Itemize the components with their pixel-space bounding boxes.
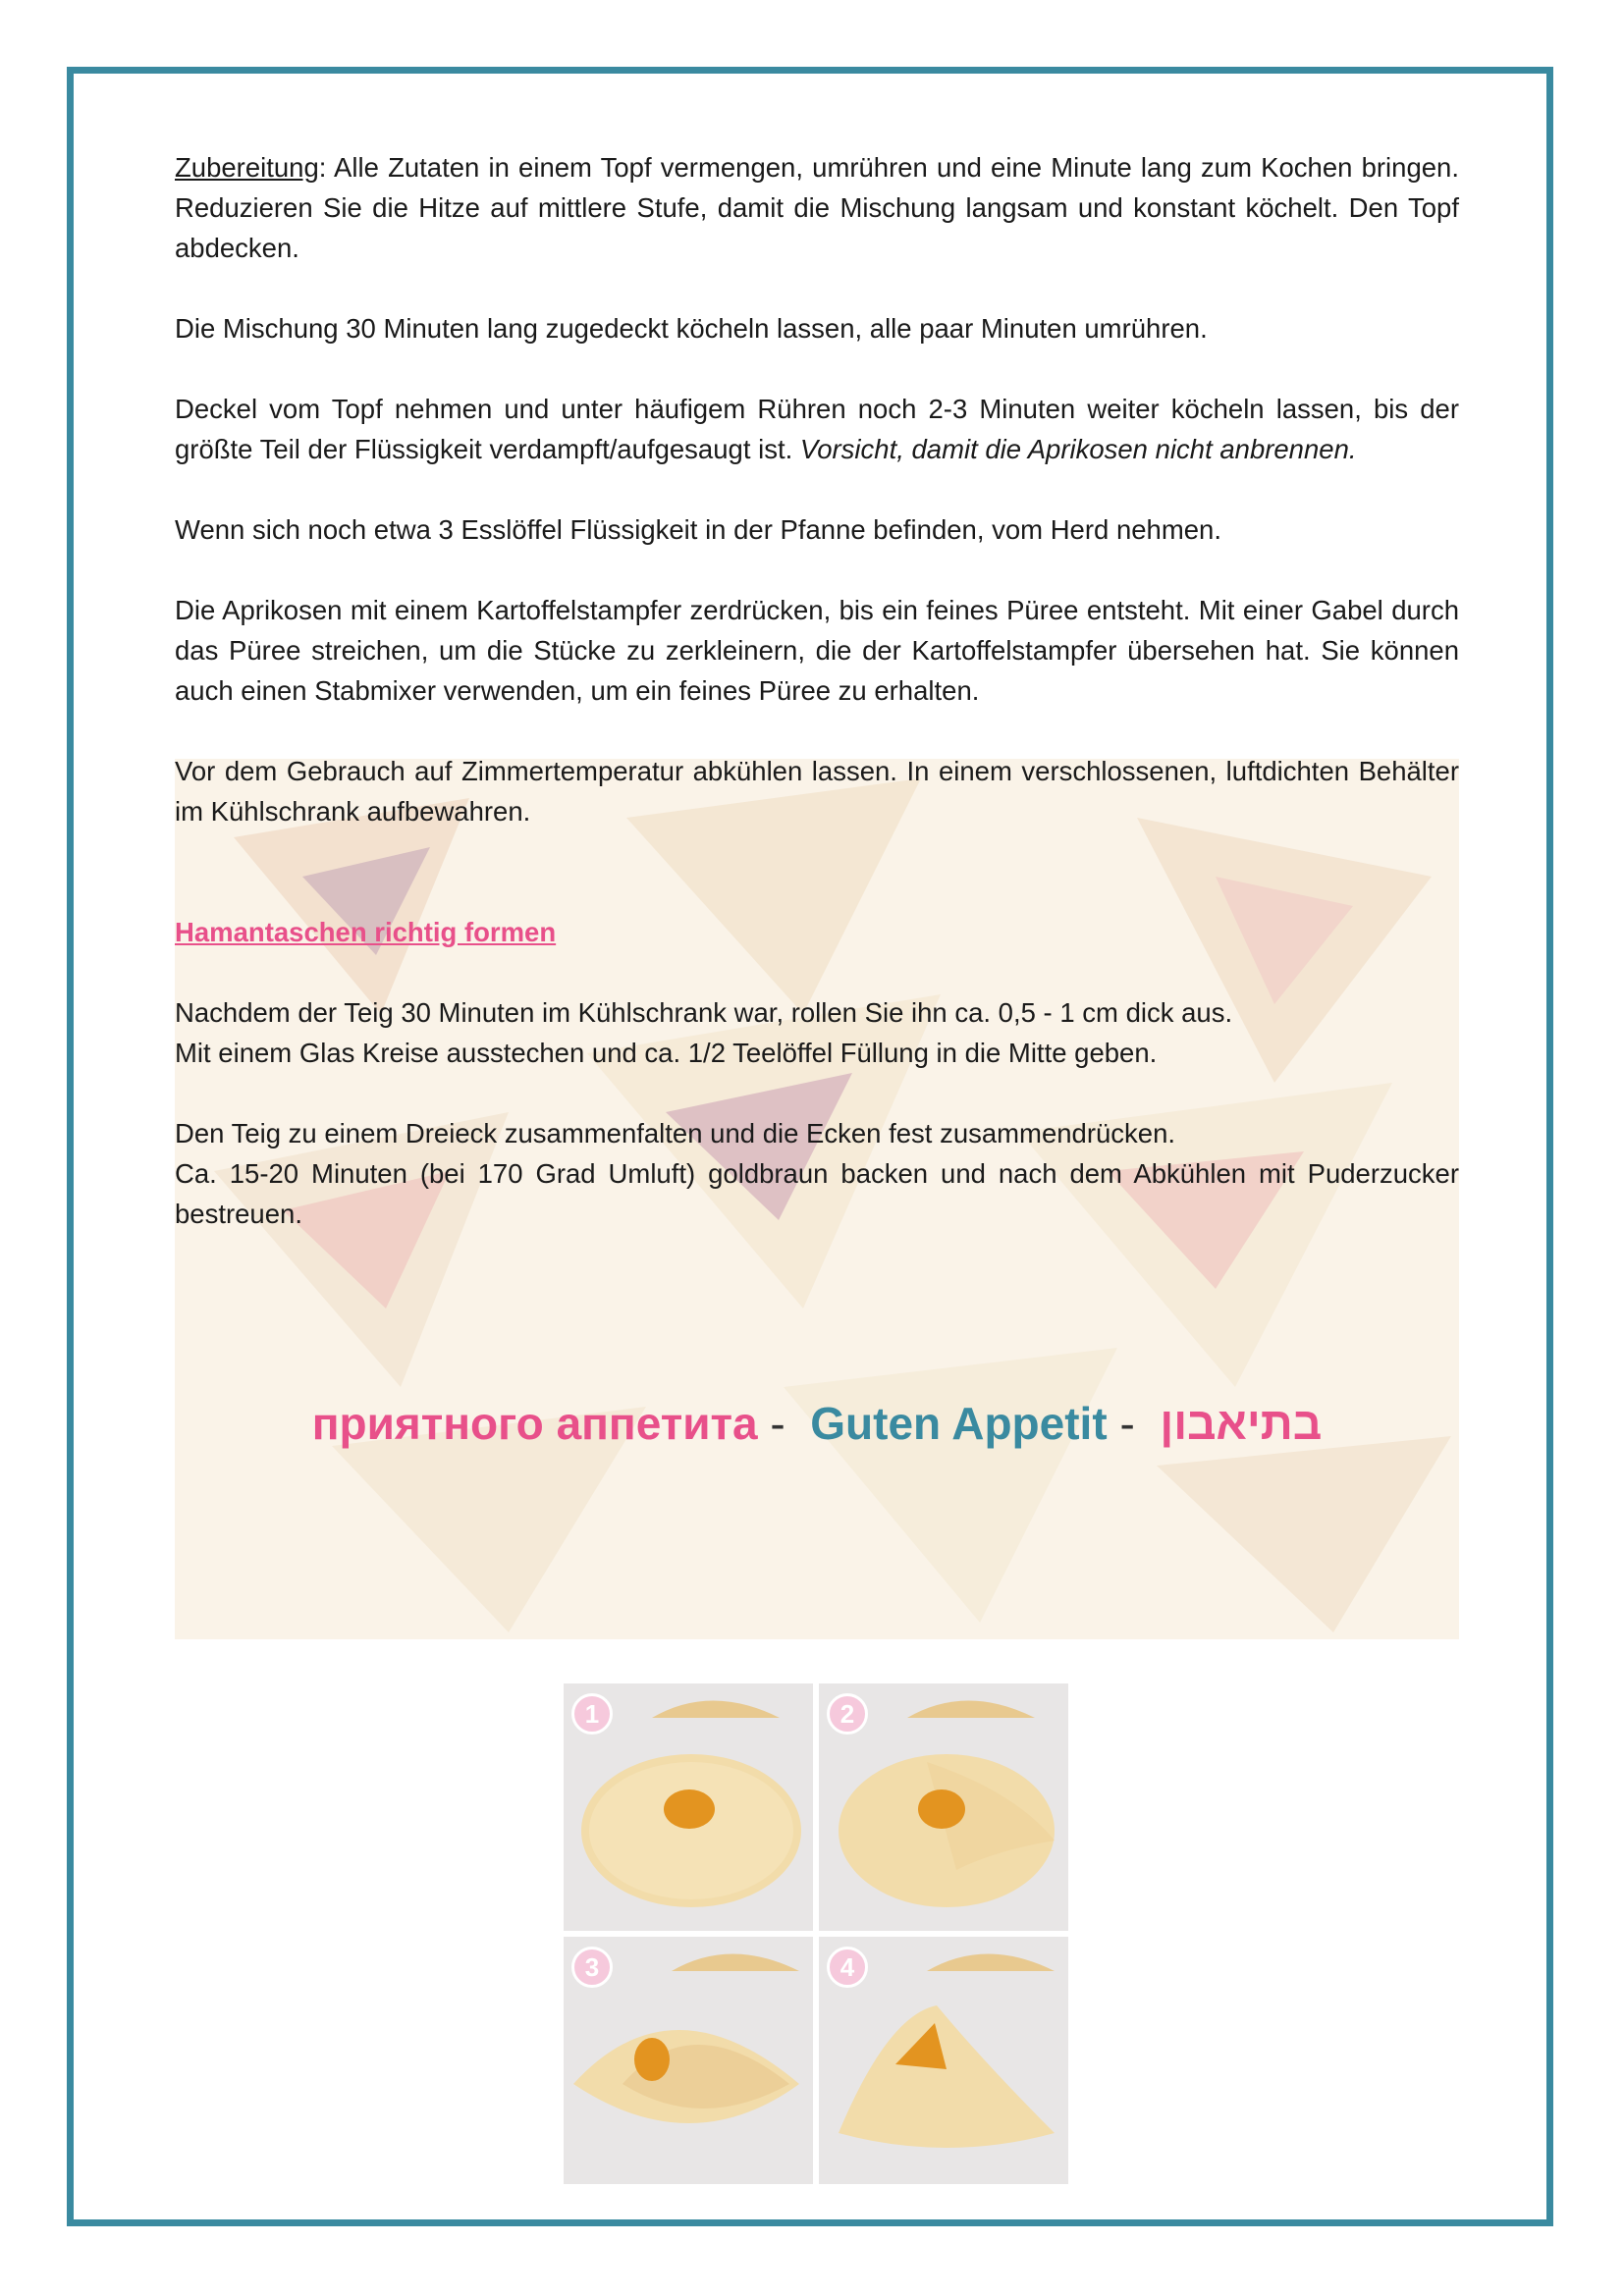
paragraph-simmer: Die Mischung 30 Minuten lang zugedeckt köcheln lassen, alle paar Minuten umrühren. xyxy=(175,313,1208,344)
step-number: 2 xyxy=(827,1693,868,1735)
paragraph-cut-circles: Mit einem Glas Kreise ausstechen und ca. 1/2 Teelöffel Füllung in die Mitte geben. xyxy=(175,1038,1158,1068)
section-heading-forming: Hamantaschen richtig formen xyxy=(175,917,557,947)
preparation-text: : Alle Zutaten in einem Topf vermengen, umrühren und eine Minute lang zum Kochen bringen. Reduzieren Sie die Hitze auf mittlere Stufe, damit die Mischung langsam und konstant köchelt. Den Topf abdecken. xyxy=(175,152,1459,263)
step-number: 1 xyxy=(571,1693,613,1735)
step-photo-2 xyxy=(819,1683,1068,1931)
step-photo-1 xyxy=(564,1683,813,1931)
paragraph-mash: Die Aprikosen mit einem Kartoffelstampfer zerdrücken, bis ein feines Püree entsteht. Mit einer Gabel durch das Püree streichen, um die Stücke zu zerkleinern, die der Kartoffelstampfer übersehen hat. Sie können auch einen Stabmixer verwenden, um ein feines Püree zu erhalten. xyxy=(175,595,1459,706)
appetit-separator: - xyxy=(1119,1398,1135,1449)
paragraph-fold: Den Teig zu einem Dreieck zusammenfalten und die Ecken fest zusammendrücken. xyxy=(175,1118,1176,1148)
appetit-separator: - xyxy=(770,1398,785,1449)
step-photo-3 xyxy=(564,1937,813,2184)
uncover-text: Deckel vom Topf nehmen und unter häufigem Rühren noch 2-3 Minuten weiter köcheln lassen, bis der größte Teil der Flüssigkeit verdampft/aufgesaugt ist. xyxy=(175,394,1459,464)
step-number: 4 xyxy=(827,1947,868,1988)
paragraph-uncover xyxy=(175,389,1459,469)
caution-text: Vorsicht, damit die Aprikosen nicht anbrennen. xyxy=(799,434,1357,464)
appetit-german: Guten Appetit xyxy=(810,1398,1108,1449)
preparation-label: Zubereitung xyxy=(175,152,319,183)
recipe-text xyxy=(175,147,1459,1274)
paragraph-cool: Vor dem Gebrauch auf Zimmertemperatur abkühlen lassen. In einem verschlossenen, luftdichten Behälter im Kühlschrank aufbewahren. xyxy=(175,756,1459,827)
forming-steps-photo-grid xyxy=(564,1683,1068,2184)
paragraph-preparation xyxy=(175,147,1459,268)
paragraph-roll-dough: Nachdem der Teig 30 Minuten im Kühlschrank war, rollen Sie ihn ca. 0,5 - 1 cm dick aus. xyxy=(175,997,1233,1028)
paragraph-bake: Ca. 15-20 Minuten (bei 170 Grad Umluft) goldbraun backen und nach dem Abkühlen mit Puderzucker bestreuen. xyxy=(175,1158,1459,1229)
appetit-russian: приятного аппетита xyxy=(311,1398,758,1449)
paragraph-remove-heat: Wenn sich noch etwa 3 Esslöffel Flüssigkeit in der Pfanne befinden, vom Herd nehmen. xyxy=(175,514,1221,545)
bon-appetit-line xyxy=(175,1394,1459,1453)
step-photo-4 xyxy=(819,1937,1068,2184)
appetit-hebrew: בתיאבון xyxy=(1160,1398,1323,1449)
step-number: 3 xyxy=(571,1947,613,1988)
